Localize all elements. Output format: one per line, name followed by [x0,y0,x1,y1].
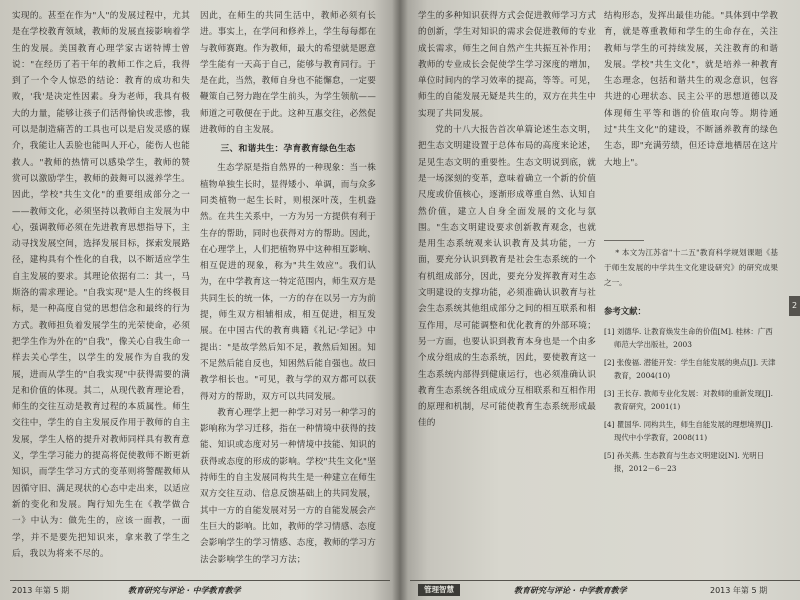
body-paragraph: 党的十八大报告首次单篇论述生态文明，把生态文明建设置于总体布局的高度来论述，足见生态文明的重要性。生态文明说到底，就是一场深刻的变革，意味着确立一个新的价值尺度或价值核心，逐渐形成尊重自然、认知自然价值，建立人自身全面发展的文化与氛围。"生态文明建设要求创新教育观念，也就是用生态系统观来认识教育及其功能，一方面，要充分认识到教育是社会生态系统的一个有机组成部分，因此，要充分发挥教育对生态文明建设的支撑功能，必须准确认识教育与社会生态系统其他组成部分之间的相互联系和相互作用，尽可能调整和优化教育的外部环境；另一方面，也要认识到教育本身也是一个由多个成分组成的生态系统，因此，要使教育这一生态系统内部得到健康运行，也必须准确认识教育生态系统各组成成分互相联系和互相作用的原理和机制，尽可能使教育生态系统形成最佳的 [418,125,596,429]
footnote-text: * 本文为江苏省"十二五"教育科学规划课题《基于师生发展的中学共生文化建设研究》的研究成果之一。 [604,248,778,287]
reference-item: [4] 瞿国华. 同构共生，师生自能发展的理想境界[J]. 现代中小学教育，2008(11) [604,419,774,442]
book-gutter-shadow [392,0,408,600]
references-title: 参考文献： [604,306,646,316]
footnote-rule [604,240,644,241]
reference-list [604,325,778,476]
reference-item: [3] 王长存. 教师专业化发展：对教师的重新发现[J]. 教育研究，2001(1) [604,388,774,411]
journal-title: 教育研究与评论 · 中学教育教学 [128,586,241,595]
journal-title: 教育研究与评论 · 中学教育教学 [514,586,627,595]
footnote [604,240,778,290]
section-heading: 三、和谐共生：孕育教育绿色生态 [220,144,356,155]
body-paragraph: 学生的多种知识获得方式会促进教师学习方式的创新，学生对知识的需求会促进教师的专业成长需求，师生之间自然产生共振互补作用；教师的专业成长会促使学生学习深度的增加，单位时间内的学习效率的提高，等等。可见，师生的自能发展无疑是共生的，双方在共生中实现了共同发展。 [418,11,596,119]
reference-item: [1] 刘德华. 让教育焕发生命的价值[M]. 桂林：广西师范大学出版社，2003 [604,326,773,349]
body-paragraph: 生态学原是指自然界的一种现象：当一株植物单独生长时，显得矮小、单调，而与众多同类植物一起生长时，则根深叶茂，生机盎然。在共生关系中，一方为另一方提供有利于生存的帮助，同时也获得对方的帮助。因此，在心理学上，人们把植物界中这种相互影响、相互促进的现象，称为"共生效应"。我们认为，在中学教育这一特定范围内，师生双方是共同生长的统一体，一方的存在以另一方为前提，师生双方相辅相成，相互促进，相互发展。在中国古代的教育典籍《礼记·学记》中提出："是故学然后知不足，教然后知困。知不足然后能自反也，知困然后能自强也。故曰教学相长也。"可见，教与学的双方都可以获得对方的帮助，双方可以共同发展。 [200,163,376,402]
right-footer [410,580,800,600]
side-tab: 2 [789,296,800,316]
issue-label: 2013 年第 5 期 [710,586,768,595]
left-footer [10,580,390,600]
left-column-1 [12,8,190,558]
references [604,305,778,480]
body-paragraph: 因此，在师生的共同生活中，教师必须有长进。事实上，在学问和修养上，学生每每都在与教师赛跑。作为教师，最大的希望就是愿意学生能有一天高于自己，能够与教育同行。于是在此，当然，教师自身也不能懈怠，一定要鞭策自己努力跑在学生前头，为学生领航——师道之可敬便在于此。这种互惠交往，必然促进教师的自主发展。 [200,11,376,136]
body-paragraph: 教育心理学上把一种学习对另一种学习的影响称为学习迁移，指在一种情境中获得的技能、知识或态度对另一种情境中技能、知识的获得或态度的形成的影响。学校"共生文化"坚持师生的自主发展同构共生是一种建立在师生双方交往互动、信息反馈基础上的共同发展，其中一方的自能发展对另一方的自能发展会产生巨大的影响。比如，教师的学习情感、态度会影响学生的学习情感、态度，教师的学习方法会影响学生的学习方法； [200,407,376,565]
left-column-2 [200,8,376,565]
footer-rule [10,580,390,581]
reference-item: [5] 孙关燕. 生态教育与生态文明建设[N]. 光明日报，2012－6－23 [604,450,765,473]
body-paragraph: 结构形态，发挥出最佳功能。"具体到中学教育，就是尊重教师和学生的生命存在，关注教师与学生的可持续发展，关注教育的和谐发展。学校"共生文化"，就是培养一种教育生态理念，包括和谐共生的观念意识，包容共进的心理状态、民主公平的思想道德以及体现师生平等和谐的价值取向等。期待通过"共生文化"的建设，不断涵养教育的绿色生态，即"充满劳绩，但还诗意地栖居在这片大地上"。 [604,11,778,168]
issue-label: 2013 年第 5 期 [12,586,70,595]
footer-rule [410,580,800,581]
body-paragraph: 实现的。甚至在作为"人"的发展过程中，尤其是在学校教育领域，教师的发展直接影响着学生的发展。美国教育心理学家古诺特博士曾说："在经历了若干年的教师工作之后，我得到了一个令人惊恐的结论：教育的成功和失败，'我'是决定性因素。身为老师，我具有极大的力量，能够让孩子们活得愉快或悲惨，我可以是制造痛苦的工具也可以是启发灵感的媒介，我能让人丢脸也能叫人开心，能伤人也能救人。"教师的热情可以感染学生，教师的赞赏可以激励学生，教师的鼓舞可以滋养学生。因此，学校"共生文化"的重要组成部分之一——教师文化，必须坚持以教师自主发展为中心，强调教师必须在先进教育思想指导下，主动寻找发展空间，选择发展目标，探索发展路径，建构具有个性化的自我，以不断适应学生自主发展的要求。其理论依据有二：其一，马斯洛的需求理论。"自我实现"是人生的终极目标，是一种高度自觉的思想信念和最终的行为方式。教师担负着发展学生的光荣使命，必须把学生作为外在的"自我"，像关心自我生命一样去关心学生，以学生的发展作为自我的发展，进而从学生的"自我实现"中获得需要的满足和价值的体现。其二，从现代教育理论看，师生的交往互动是教育过程的本质属性。师生交往中，学生的自主发展反作用于教师的自主发展，学生人格的提升对教师同样具有教育意义，学生学习能力的提高将促使教师不断更新知识，而学生学习方式的变革则将警醒教师从因循守旧、满足现状的心态中走出来，以适应新的变化和发展。陶行知先生在《教学做合一》中认为：做先生的，应该一面教，一面学，并不是要先把知识来，拿来教了学生之后，我以为将来不尽的。 [12,11,190,559]
right-page [400,0,800,600]
column-tag: 管理智慧 [418,584,460,596]
right-column-1 [418,8,596,538]
right-column-2 [604,8,778,238]
reference-item: [2] 张俊福. 潜能开发：学生自能发展的奥点[J]. 天津教育，2004(10) [604,357,776,380]
